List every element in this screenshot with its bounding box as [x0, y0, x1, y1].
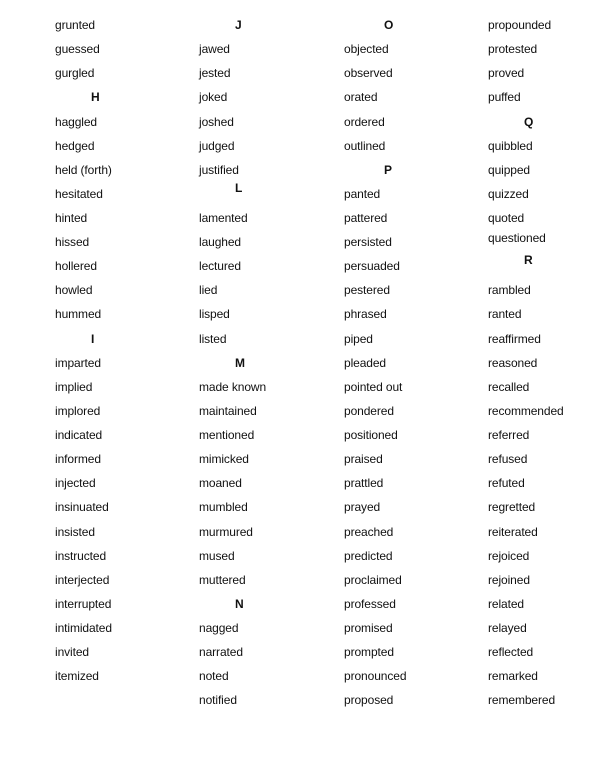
word-entry: protested [488, 42, 538, 57]
word-entry: moaned [199, 476, 242, 491]
word-entry: questioned [488, 231, 546, 246]
word-entry: predicted [344, 548, 393, 563]
word-entry: pestered [344, 283, 390, 298]
word-entry: refuted [488, 476, 525, 491]
section-letter-heading: J [235, 18, 242, 32]
word-entry: mused [199, 548, 235, 563]
word-entry: hedged [55, 138, 95, 153]
word-entry: professed [344, 596, 396, 611]
word-entry: pondered [344, 403, 394, 418]
word-entry: puffed [488, 90, 521, 105]
word-entry: remarked [488, 669, 538, 684]
word-entry: observed [344, 66, 393, 81]
section-letter-heading: H [91, 90, 100, 105]
word-entry: insinuated [55, 500, 109, 515]
word-entry: maintained [199, 403, 257, 418]
section-letter-heading: P [384, 162, 393, 177]
word-entry: persuaded [344, 259, 400, 274]
word-entry: implored [55, 403, 101, 418]
section-letter-heading: Q [524, 114, 534, 129]
word-entry: jawed [199, 42, 230, 57]
word-entry: quoted [488, 211, 525, 225]
word-entry: proclaimed [344, 572, 402, 587]
word-entry: implied [55, 379, 93, 394]
word-entry: imparted [55, 355, 101, 370]
word-entry: lied [199, 283, 218, 298]
word-entry: listed [199, 331, 227, 346]
word-entry: instructed [55, 548, 107, 563]
word-entry: grunted [55, 18, 95, 32]
word-entry: held (forth) [55, 162, 112, 177]
word-entry: prayed [344, 500, 381, 515]
word-entry: reiterated [488, 524, 538, 539]
word-entry: gurgled [55, 66, 95, 81]
word-entry: remembered [488, 693, 556, 708]
word-entry: made known [199, 379, 267, 394]
word-entry: quibbled [488, 138, 533, 153]
word-entry: interrupted [55, 596, 112, 611]
word-entry: hesitated [55, 186, 103, 201]
word-entry: pointed out [344, 379, 403, 394]
word-entry: praised [344, 452, 383, 467]
word-entry: relayed [488, 621, 527, 635]
word-entry: proposed [344, 693, 394, 708]
section-letter-heading: O [384, 18, 394, 32]
word-entry: reasoned [488, 355, 538, 370]
word-entry: preached [344, 524, 394, 539]
word-entry: insisted [55, 524, 95, 539]
word-entry: reaffirmed [488, 331, 541, 346]
word-entry: narrated [199, 645, 243, 660]
word-entry: quizzed [488, 186, 529, 201]
word-entry: muttered [199, 572, 246, 587]
word-entry: murmured [199, 524, 253, 539]
word-entry: itemized [55, 669, 99, 684]
word-entry: injected [55, 476, 96, 491]
section-letter-heading: R [524, 253, 533, 268]
word-entry: ordered [344, 114, 385, 129]
word-entry: panted [344, 186, 381, 201]
word-entry: related [488, 596, 524, 611]
word-entry: guessed [55, 42, 100, 57]
word-entry: hollered [55, 259, 97, 274]
word-entry: noted [199, 669, 229, 684]
word-entry: howled [55, 283, 93, 298]
section-letter-heading: N [235, 596, 244, 611]
word-entry: reflected [488, 645, 534, 660]
word-entry: laughed [199, 235, 242, 250]
section-letter-heading: L [235, 180, 243, 195]
word-entry: joshed [199, 114, 234, 129]
word-entry: orated [344, 90, 378, 105]
word-entry: hummed [55, 307, 102, 322]
word-entry: quipped [488, 162, 531, 177]
word-entry: mentioned [199, 428, 255, 442]
word-entry: jested [199, 66, 231, 81]
word-entry: rejoined [488, 572, 530, 587]
word-entry: persisted [344, 235, 392, 250]
word-entry: mimicked [199, 452, 249, 467]
word-entry: refused [488, 452, 528, 467]
word-entry: regretted [488, 500, 536, 515]
word-entry: positioned [344, 428, 398, 442]
word-entry: informed [55, 452, 101, 467]
word-entry: objected [344, 42, 389, 57]
word-entry: prompted [344, 645, 394, 660]
word-entry: recommended [488, 403, 564, 418]
word-entry: invited [55, 645, 89, 660]
word-entry: rejoiced [488, 548, 530, 563]
word-entry: intimidated [55, 621, 112, 635]
word-entry: hissed [55, 235, 90, 250]
word-entry: hinted [55, 211, 88, 225]
word-entry: rambled [488, 283, 531, 298]
word-entry: prattled [344, 476, 384, 491]
word-entry: lectured [199, 259, 241, 274]
word-entry: lisped [199, 307, 230, 322]
word-entry: notified [199, 693, 237, 708]
word-entry: indicated [55, 428, 103, 442]
word-entry: pronounced [344, 669, 407, 684]
word-entry: propounded [488, 18, 552, 32]
word-entry: ranted [488, 307, 522, 322]
word-entry: outlined [344, 138, 386, 153]
word-entry: pleaded [344, 355, 387, 370]
word-entry: haggled [55, 114, 98, 129]
section-letter-heading: M [235, 355, 245, 370]
section-letter-heading: I [91, 331, 95, 346]
word-entry: interjected [55, 572, 110, 587]
word-entry: recalled [488, 379, 530, 394]
word-entry: phrased [344, 307, 387, 322]
word-entry: referred [488, 428, 530, 442]
word-entry: nagged [199, 621, 239, 635]
word-entry: joked [199, 90, 228, 105]
word-entry: lamented [199, 211, 248, 225]
word-entry: promised [344, 621, 393, 635]
word-entry: justified [199, 162, 239, 177]
word-entry: pattered [344, 211, 388, 225]
word-entry: proved [488, 66, 525, 81]
word-entry: mumbled [199, 500, 248, 515]
word-entry: piped [344, 331, 373, 346]
word-entry: judged [199, 138, 235, 153]
